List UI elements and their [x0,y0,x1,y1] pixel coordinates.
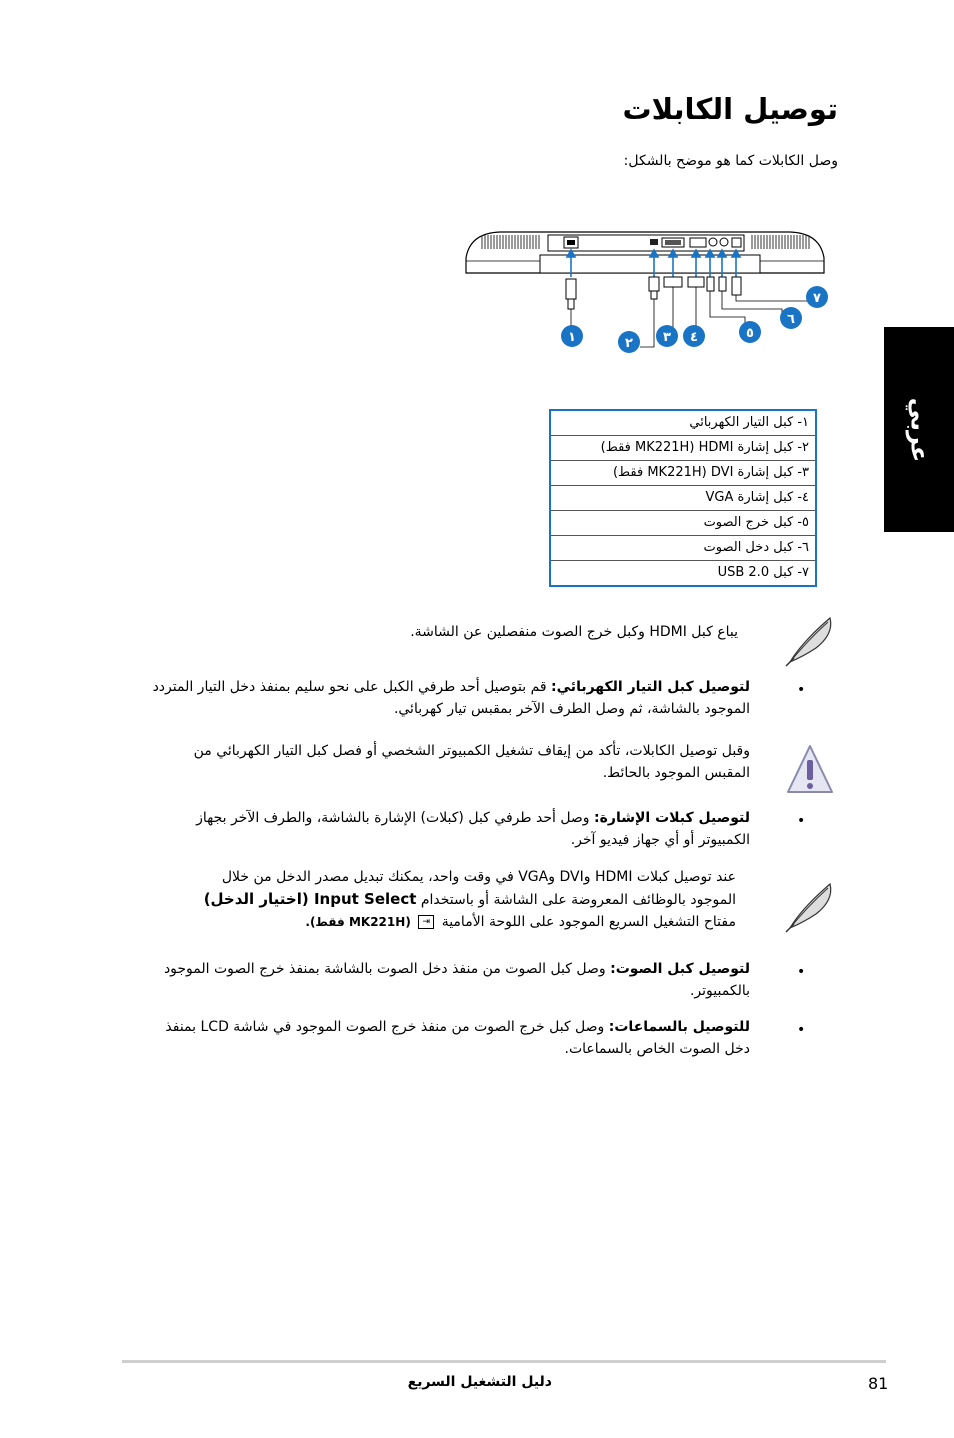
callout-7: ٧ [813,291,821,306]
note-feather-icon [782,612,838,668]
signal-cable-text: وصل أحد طرفي كبل (كبلات) الإشارة بالشاشة، والطرف الآخر بجهاز الكمبيوتر أو أي جهاز فيديو آخر. [196,810,750,848]
cable-legend-table [549,409,817,587]
legend-row: ١- كبل التيار الكهربائي [551,411,815,436]
input-select-icon: ⇥ [418,915,434,929]
warning-icon [784,742,836,798]
legend-row: ٣- كبل إشارة DVI (MK221H فقط) [551,461,815,486]
footer-title: دليل التشغيل السريع [407,1374,552,1390]
earphone-heading: للتوصيل بالسماعات: [608,1019,750,1035]
input-select-note [136,866,736,933]
callout-3: ٣ [663,330,671,345]
legend-row: ٢- كبل إشارة HDMI (MK221H فقط) [551,436,815,461]
callout-2: ٢ [625,336,633,351]
intro-text: وصل الكابلات كما هو موضح بالشكل: [623,153,838,169]
legend-row: ٥- كبل خرج الصوت [551,511,815,536]
input-select-note-line1: عند توصيل كبلات HDMI وDVI وVGA في وقت واحد، يمكنك تبديل مصدر الدخل من خلال [221,869,736,885]
earphone-text: وصل كبل خرج الصوت من منفذ خرج الصوت الموجود في شاشة LCD بمنفذ دخل الصوت الخاص بالسماعات. [165,1019,750,1057]
warning-text: وقبل توصيل الكابلات، تأكد من إيقاف تشغيل الكمبيوتر الشخصي أو فصل كبل التيار الكهربائي من المقبس الموجود بالحائط. [193,743,750,781]
page-title: توصيل الكابلات [622,92,838,126]
input-select-note-line2: مفتاح التشغيل السريع الموجود على اللوحة الأمامية [441,914,736,930]
power-cable-heading: لتوصيل كبل التيار الكهربائي: [551,679,750,695]
model-note: (MK221H فقط). [305,915,411,929]
callout-5: ٥ [746,326,754,341]
page-number: 81 [868,1374,889,1393]
note-feather-icon [782,878,838,934]
callout-badges [555,284,835,364]
audio-cable-text: وصل كبل الصوت من منفذ دخل الصوت بالشاشة بمنفذ خرج الصوت الموجود بالكمبيوتر. [163,961,750,999]
audio-cable-instructions [150,958,750,1002]
bullet-dot: • [797,964,806,980]
earphone-instructions [150,1016,750,1060]
note-hdmi-sold-separately: يباع كبل HDMI وكبل خرج الصوت منفصلين عن الشاشة. [410,624,738,640]
signal-cable-instructions [150,807,750,851]
language-side-tab [884,327,954,532]
callout-1: ١ [568,330,576,345]
footer-divider [122,1360,886,1363]
side-tab-label: عربي [905,397,933,462]
bullet-dot: • [797,682,806,698]
input-select-note-line2b: الموجود بالوظائف المعروضة على الشاشة أو باستخدام [420,892,736,908]
bullet-dot: • [797,1022,806,1038]
power-cable-instructions [150,676,750,720]
input-select-label: Input Select (اختيار الدخل) [203,890,417,908]
legend-row: ٤- كبل إشارة VGA [551,486,815,511]
legend-row: ٧- كبل USB 2.0 [717,565,809,580]
callout-4: ٤ [690,330,698,345]
signal-cable-heading: لتوصيل كبلات الإشارة: [594,810,750,826]
audio-cable-heading: لتوصيل كبل الصوت: [610,961,750,977]
callout-6: ٦ [787,312,795,327]
bullet-dot: • [797,813,806,829]
power-cable-text: قم بتوصيل أحد طرفي الكبل على نحو سليم بمنفذ دخل التيار المتردد الموجود بالشاشة، ثم وصل الطرف الآخر بمقبس تيار كهربائي. [152,679,750,717]
legend-row: ٦- كبل دخل الصوت [551,536,815,561]
